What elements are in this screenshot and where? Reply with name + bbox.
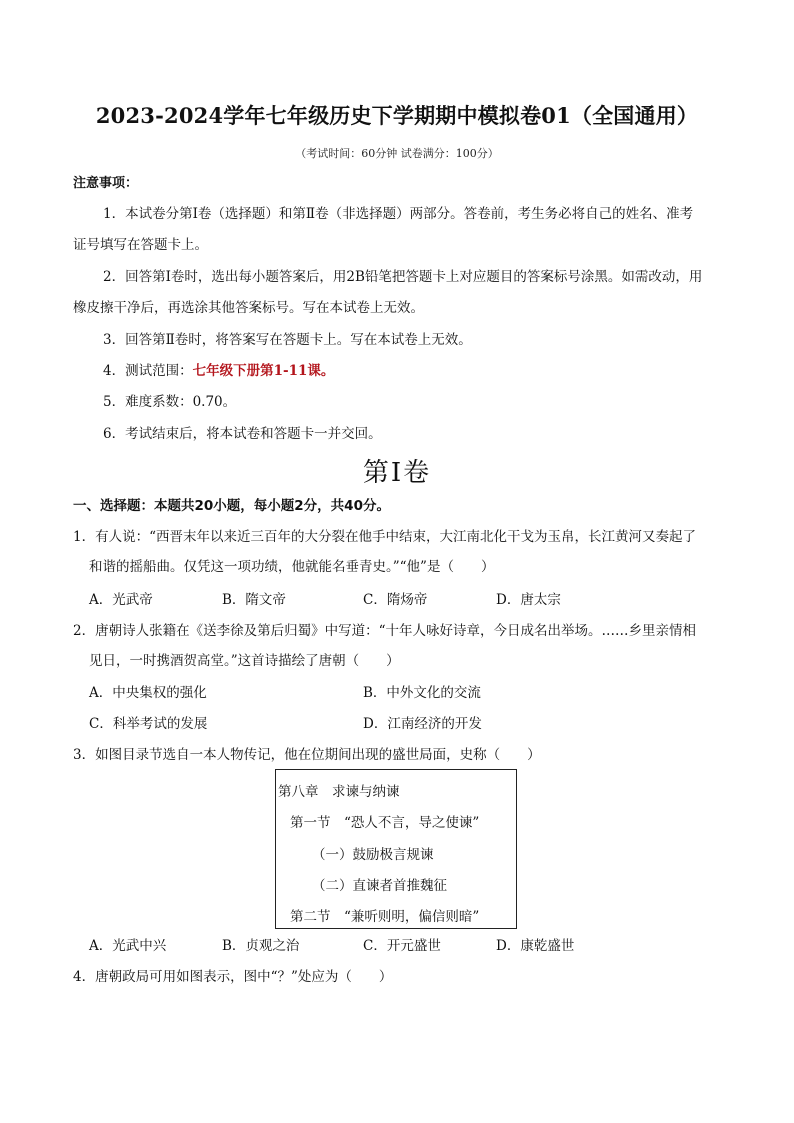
question-1-option-a: A．光武帝	[89, 592, 153, 608]
exam-subtitle: （考试时间：60分钟 试卷满分：100分）	[295, 147, 499, 160]
question-1-option-d: D．唐太宗	[496, 592, 561, 608]
question-3-option-d: D．康乾盛世	[496, 938, 575, 954]
question-3-option-c: C．开元盛世	[363, 938, 441, 954]
notice-item-1: 1．本试卷分第Ⅰ卷（选择题）和第Ⅱ卷（非选择题）两部分。答卷前，考生务必将自己的姓名、准考	[103, 206, 694, 222]
question-3-option-a: A．光武中兴	[89, 938, 167, 954]
test-range: 七年级下册第1-11课。	[192, 363, 335, 379]
table-of-contents-box	[275, 769, 517, 929]
notice-item-6: 6．考试结束后，将本试卷和答题卡一并交回。	[103, 426, 382, 442]
question-2-option-b: B．中外文化的交流	[363, 685, 481, 701]
question-2-option-c: C．科举考试的发展	[89, 716, 208, 732]
question-1-option-b: B．隋文帝	[222, 592, 286, 608]
notice-item-5: 5．难度系数：0.70。	[103, 394, 237, 410]
question-2-option-a: A．中央集权的强化	[89, 685, 207, 701]
question-1-line-1: 1．有人说：“西晋末年以来近三百年的大分裂在他手中结束，大江南北化干戈为玉帛，长江黄河又奏起了	[73, 529, 696, 545]
part-heading: 一、选择题：本题共20小题，每小题2分，共40分。	[73, 498, 390, 514]
notice-item-3: 3．回答第Ⅱ卷时，将答案写在答题卡上。写在本试卷上无效。	[103, 332, 472, 348]
notice-heading: 注意事项：	[73, 176, 139, 191]
notice-item-2-cont: 橡皮擦干净后，再选涂其他答案标号。写在本试卷上无效。	[73, 300, 424, 316]
question-2-line-2: 见日，一时携酒贺高堂。”这首诗描绘了唐朝（ ）	[89, 653, 400, 669]
toc-subsection-2: （二）直谏者首推魏征	[312, 878, 447, 894]
question-3-line-1: 3．如图目录节选自一本人物传记，他在位期间出现的盛世局面，史称（ ）	[73, 747, 541, 763]
question-2-option-d: D．江南经济的开发	[363, 716, 482, 732]
question-2-line-1: 2．唐朝诗人张籍在《送李徐及第后归蜀》中写道：“十年人咏好诗章，今日成名出举场。……乡里亲情相	[73, 623, 696, 639]
exam-title: 2023-2024学年七年级历史下学期期中模拟卷01（全国通用）	[95, 103, 699, 128]
toc-subsection-1: （一）鼓励极言规谏	[312, 847, 434, 863]
toc-chapter: 第八章 求谏与纳谏	[278, 784, 400, 800]
question-1-option-c: C．隋炀帝	[363, 592, 428, 608]
question-1-line-2: 和谐的摇船曲。仅凭这一项功绩，他就能名垂青史。”“他”是（ ）	[89, 559, 495, 575]
toc-section-2: 第二节 “兼听则明，偏信则暗”	[290, 909, 480, 925]
notice-item-4	[103, 362, 334, 380]
question-3-option-b: B．贞观之治	[222, 938, 300, 954]
notice-item-1-cont: 证号填写在答题卡上。	[73, 237, 208, 253]
section-title: 第Ⅰ卷	[362, 458, 432, 488]
toc-section-1: 第一节 “恐人不言，导之使谏”	[290, 815, 480, 831]
question-4-line-1: 4．唐朝政局可用如图表示，图中“？”处应为（ ）	[73, 969, 393, 985]
notice-item-2: 2．回答第Ⅰ卷时，选出每小题答案后，用2B铅笔把答题卡上对应题目的答案标号涂黑。如需改动，用	[103, 269, 703, 285]
notice-item-4-label: 4．测试范围：	[103, 363, 193, 379]
